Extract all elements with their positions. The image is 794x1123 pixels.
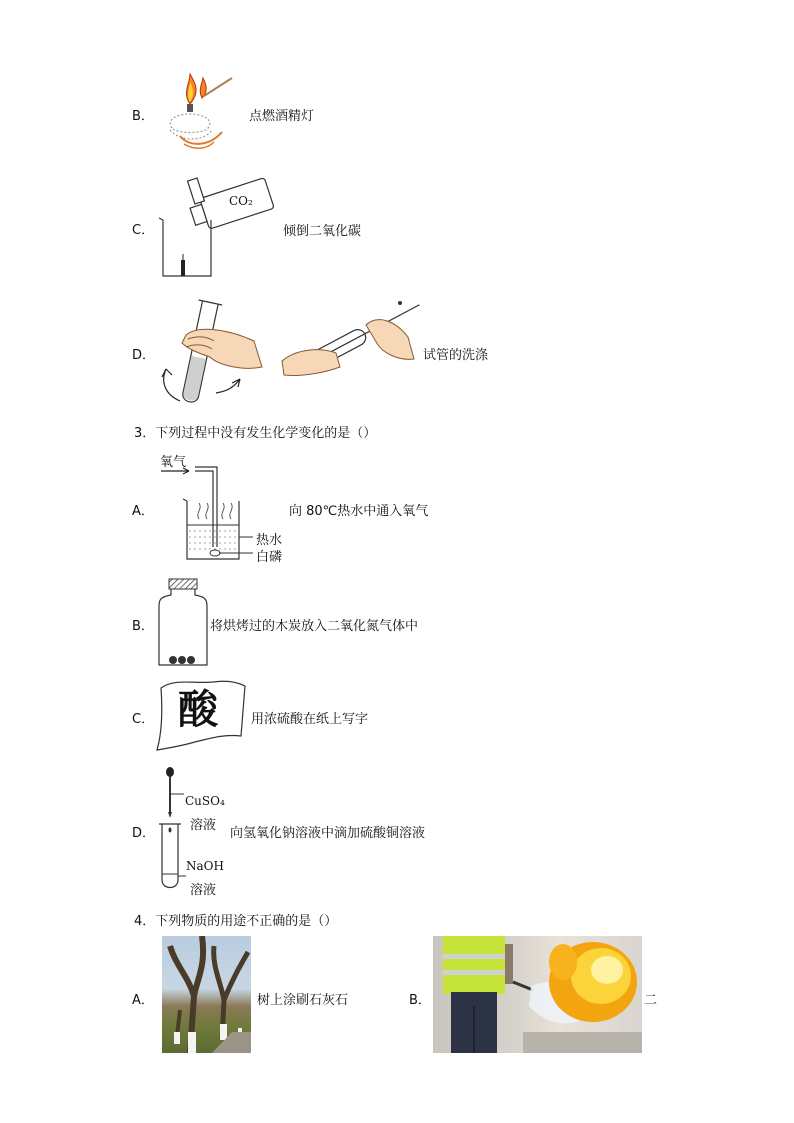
gas-bottle-charcoal-illustration (157, 577, 209, 667)
question-4-stem: 4．下列物质的用途不正确的是（） (134, 914, 338, 929)
label-hot-water: 热水 (256, 533, 283, 548)
paper-character: 酸 (178, 686, 218, 733)
option-text-q3-c: 用浓硫酸在纸上写字 (251, 712, 369, 727)
test-tube-brush-illustration (280, 297, 416, 381)
option-letter-q3-b: B． (132, 619, 154, 634)
option-text-q3-d: 向氢氧化钠溶液中滴加硫酸铜溶液 (230, 826, 426, 841)
co2-pouring-illustration (155, 174, 275, 280)
option-text-q2-d: 试管的洗涤 (423, 348, 489, 363)
option-letter-q2-b: B． (132, 109, 154, 124)
alcohol-lamp-illustration (160, 70, 240, 152)
hot-water-phosphorus-illustration (155, 465, 255, 563)
co2-bottle-label: CO₂ (229, 194, 253, 208)
option-text-q4-b: 二 (644, 993, 658, 1008)
option-letter-q4-a: A． (132, 993, 154, 1008)
option-letter-q4-b: B． (409, 993, 431, 1008)
option-text-q2-c: 倾倒二氧化碳 (283, 224, 362, 239)
option-text-q3-b: 将烘烤过的木炭放入二氧化氮气体中 (210, 619, 419, 634)
option-letter-q2-d: D． (132, 348, 156, 363)
gas-label-oxygen: 氧气 (160, 455, 187, 470)
option-text-q4-a: 树上涂刷石灰石 (257, 993, 349, 1008)
test-tube-shaking-illustration (158, 295, 268, 407)
dropper-test-tube-illustration (158, 766, 188, 890)
photo-whitewashed-trees (162, 936, 251, 1053)
option-text-q3-a: 向 80℃热水中通入氧气 (289, 504, 429, 519)
option-letter-q3-a: A． (132, 504, 154, 519)
label-cuso4-solution: 溶液 (190, 818, 217, 833)
option-letter-q3-d: D． (132, 826, 156, 841)
photo-fire-extinguisher (433, 936, 642, 1053)
label-naoh-solution: 溶液 (190, 883, 217, 898)
label-white-phosphorus: 白磷 (256, 550, 283, 565)
question-3-stem: 3．下列过程中没有发生化学变化的是（） (134, 426, 377, 441)
option-text-q2-b: 点燃酒精灯 (249, 109, 315, 124)
option-letter-q3-c: C． (132, 712, 155, 727)
option-letter-q2-c: C． (132, 223, 155, 238)
label-cuso4: CuSO₄ (185, 794, 225, 808)
label-naoh: NaOH (186, 859, 224, 873)
